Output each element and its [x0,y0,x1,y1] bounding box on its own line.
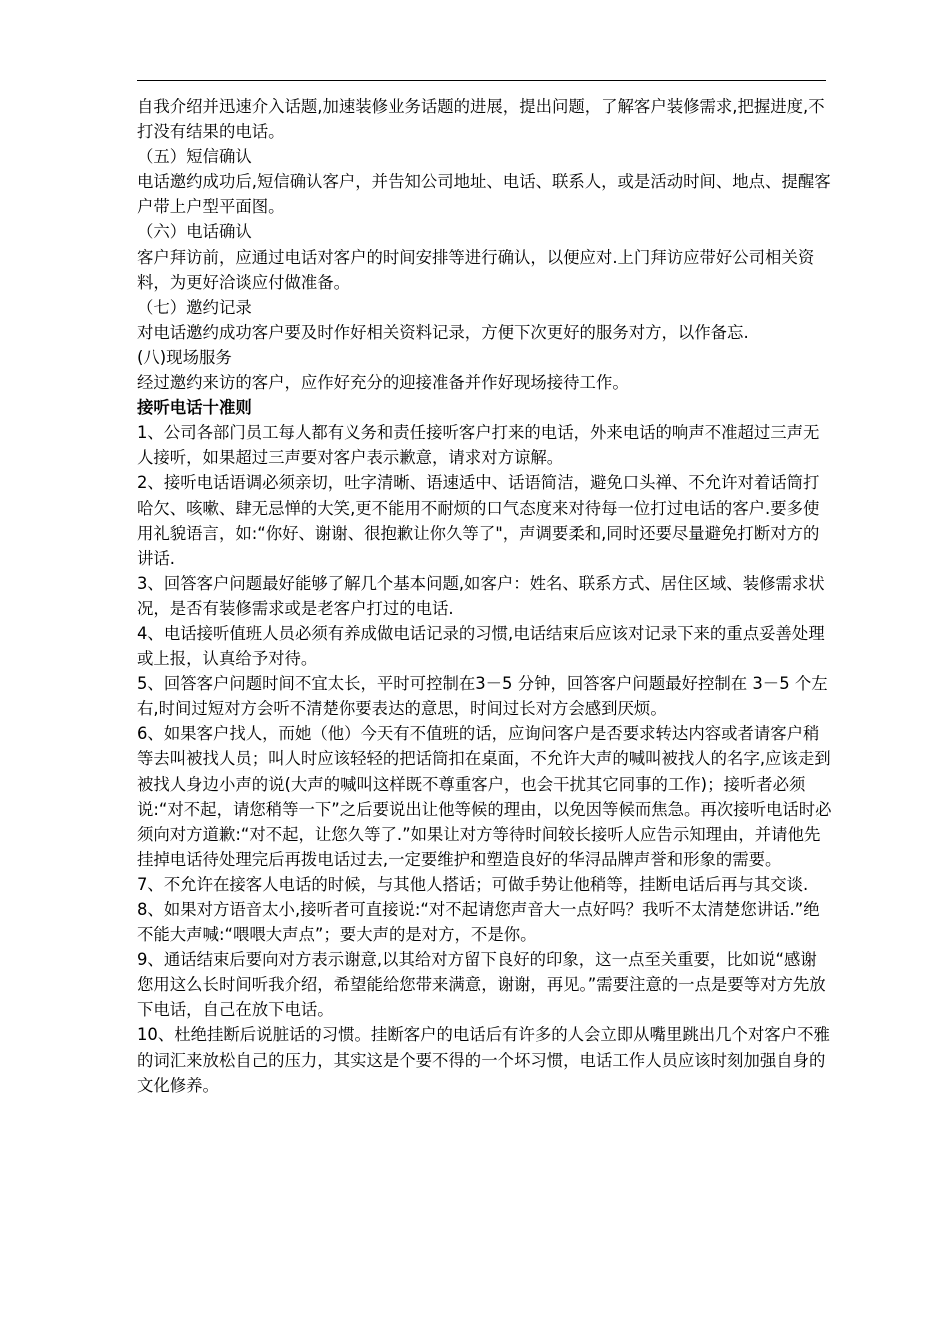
section-heading-phone-confirm: （六）电话确认 [137,222,252,242]
section-title-ten-rules: 接听电话十准则 [137,398,252,418]
rule-item-1: 1、公司各部门员工每人都有义务和责任接听客户打来的电话，外来电话的响声不准超过三声无人接听，如果超过三声要对客户表示歉意，请求对方谅解。 [137,423,820,468]
paragraph-sms-confirm: 电话邀约成功后,短信确认客户，并告知公司地址、电话、联系人，或是活动时间、地点、提醒客户带上户型平面图。 [137,172,831,217]
header-rule [137,80,826,81]
paragraph-onsite-service: 经过邀约来访的客户，应作好充分的迎接准备并作好现场接待工作。 [137,373,629,393]
rule-item-8: 8、如果对方语音太小,接听者可直接说:“对不起请您声音大一点好吗？我听不太清楚您讲话.”绝不能大声喊:“喂喂大声点”；要大声的是对方，不是你。 [137,900,820,945]
rule-item-6: 6、如果客户找人，而她（他）今天有不值班的话，应询问客户是否要求转达内容或者请客户稍等去叫被找人员；叫人时应该轻轻的把话筒扣在桌面，不允许大声的喊叫被找人的名字,应该走到被找人身边小声的说(大声的喊叫这样既不尊重客户，也会干扰其它同事的工作)；接听者必须说:“对不起，请您稍等一下”之后要说出让他等候的理由，以免因等候而焦急。再次接听电话时必须向对方道歉:“对不起，让您久等了.”如果让对方等待时间较长接听人应告示知理由，并请他先挂掉电话待处理完后再拨电话过去,一定要维护和塑造良好的华浔品牌声誉和形象的需要。 [137,724,832,869]
rule-item-10: 10、杜绝挂断后说脏话的习惯。挂断客户的电话后有许多的人会立即从嘴里跳出几个对客户不雅的词汇来放松自己的压力，其实这是个要不得的一个坏习惯，电话工作人员应该时刻加强自身的文化修养。 [137,1025,830,1095]
paragraph-invite-record: 对电话邀约成功客户要及时作好相关资料记录，方便下次更好的服务对方，以作备忘. [137,322,749,342]
rule-item-7: 7、不允许在接客人电话的时候，与其他人搭话；可做手势让他稍等，挂断电话后再与其交谈. [137,874,809,894]
section-heading-sms-confirm: （五）短信确认 [137,147,252,167]
paragraph-phone-confirm: 客户拜访前，应通过电话对客户的时间安排等进行确认，以便应对.上门拜访应带好公司相关资料，为更好洽谈应付做准备。 [137,247,815,292]
section-heading-invite-record: （七）邀约记录 [137,297,252,317]
document-body [137,94,832,1098]
rule-item-9: 9、通话结束后要向对方表示谢意,以其给对方留下良好的印象，这一点至关重要，比如说“感谢您用这么长时间听我介绍，希望能给您带来满意，谢谢，再见。”需要注意的一点是要等对方先放下电话，自己在放下电话。 [137,950,826,1020]
section-heading-onsite-service: (八)现场服务 [137,347,232,367]
rule-item-3: 3、回答客户问题最好能够了解几个基本问题,如客户：姓名、联系方式、居住区域、装修需求状况，是否有装修需求或是老客户打过的电话. [137,573,825,618]
paragraph-intro: 自我介绍并迅速介入话题,加速装修业务话题的进展，提出问题，了解客户装修需求,把握进度,不打没有结果的电话。 [137,97,825,142]
rule-item-5: 5、回答客户问题时间不宜太长，平时可控制在3－5 分钟，回答客户问题最好控制在 3－5 个左右,时间过短对方会听不清楚你要表达的意思，时间过长对方会感到厌烦。 [137,674,828,719]
rule-item-2: 2、接听电话语调必须亲切，吐字清晰、语速适中、话语简洁，避免口头禅、不允许对着话筒打哈欠、咳嗽、肆无忌惮的大笑,更不能用不耐烦的口气态度来对待每一位打过电话的客户.要多使用礼貌语言，如:“你好、谢谢、很抱歉让你久等了"，声调要柔和,同时还要尽量避免打断对方的讲话. [137,473,820,568]
rule-item-4: 4、电话接听值班人员必须有养成做电话记录的习惯,电话结束后应该对记录下来的重点妥善处理或上报，认真给予对待。 [137,623,825,669]
